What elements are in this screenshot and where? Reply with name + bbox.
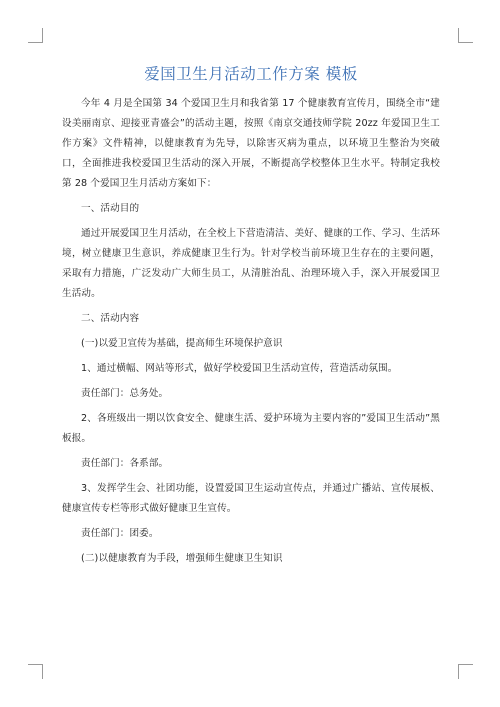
crop-mark-top-right bbox=[458, 28, 473, 43]
responsible-dept-2: 责任部门：各系部。 bbox=[81, 458, 169, 469]
crop-mark-bottom-right bbox=[458, 664, 473, 679]
purpose-paragraph: 通过开展爱国卫生月活动，在全校上下营造清洁、美好、健康的工作、学习、生活环境，树立健康卫生意识，养成健康卫生行为。针对学校当前环境卫生存在的主要问题，采取有力措施，广泛发动广大师生员工，从清脏治乱、治理环境入手，深入开展爱国卫生活动。 bbox=[62, 228, 440, 299]
section-heading-content: 二、活动内容 bbox=[81, 313, 140, 324]
crop-mark-top-left bbox=[28, 28, 43, 43]
list-item-3: 3、发挥学生会、社团功能，设置爱国卫生运动宣传点，并通过广播站、宣传展板、健康宣传专栏等形式做好健康卫生宣传。 bbox=[62, 483, 440, 514]
document-body bbox=[62, 94, 440, 569]
responsible-dept-3: 责任部门：团委。 bbox=[81, 528, 159, 539]
subsection-heading-education: (二)以健康教育为手段，增强师生健康卫生知识 bbox=[81, 553, 283, 564]
subsection-heading-publicity: (一)以爱卫宣传为基础，提高师生环境保护意识 bbox=[81, 338, 283, 349]
list-item-1: 1、通过横幅、网站等形式，做好学校爱国卫生活动宣传，营造活动氛围。 bbox=[81, 363, 398, 374]
document-title: 爱国卫生月活动工作方案 模板 bbox=[144, 65, 358, 83]
intro-paragraph: 今年 4 月是全国第 34 个爱国卫生月和我省第 17 个健康教育宣传月，围绕全市“建设美丽南京、迎接亚青盛会”的活动主题，按照《南京交通技师学院 20zz 年爱国卫生工作方案》文件精神，以健康教育为先导，以除害灭病为重点，以环境卫生整治为突破口，全面推进我校爱国卫生活动的深入开展，不断提高学校整体卫生水平。特制定我校第 28 个爱国卫生月活动方案如下： bbox=[62, 98, 440, 189]
section-heading-purpose: 一、活动目的 bbox=[81, 203, 140, 214]
list-item-2: 2、各班级出一期以饮食安全、健康生活、爱护环境为主要内容的”爱国卫生活动”黑板报。 bbox=[62, 413, 440, 444]
crop-mark-bottom-left bbox=[28, 664, 43, 679]
responsible-dept-1: 责任部门：总务处。 bbox=[81, 388, 169, 399]
